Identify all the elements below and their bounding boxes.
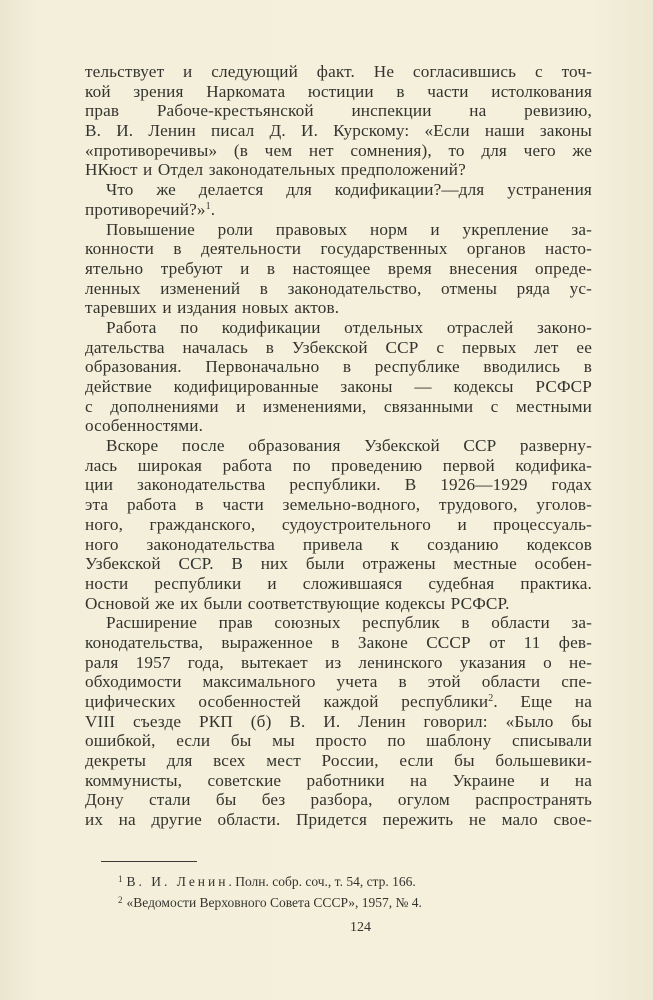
line-text: дательства началась в Узбекской ССР с первых лет ее [85, 337, 592, 357]
text-line [85, 751, 592, 771]
paragraph [85, 318, 592, 436]
line-text: декреты для всех мест России, если бы большевики- [85, 751, 592, 771]
text-line [85, 456, 592, 476]
line-text: тельствует и следующий факт. Не согласившись с точ- [85, 62, 592, 81]
line-text: Основой же их были соответствующие кодексы РСФСР. [85, 593, 510, 613]
line-text: ошибкой, если бы мы просто по шаблону списывали [85, 731, 592, 751]
line-text: В. И. Ленин писал Д. И. Курскому: «Если наши законы [85, 121, 592, 141]
footnote-number: 2 [118, 895, 123, 905]
line-text: Узбекской ССР. В них были отражены местные особен- [85, 554, 592, 574]
paragraph [85, 220, 592, 318]
line-text: цифических особенностей каждой республики [85, 692, 489, 711]
line-text: ции законодательства республики. В 1926—1929 годах [85, 475, 592, 495]
line-text: конодательства, выраженное в Законе СССР от 11 фев- [85, 632, 592, 652]
line-text: Что же делается для кодификации?—для устранения [106, 180, 592, 200]
line-text: конности в деятельности государственных органов насто- [85, 239, 592, 259]
line-text: Работа по кодификации отдельных отраслей законо- [106, 317, 592, 337]
text-line [85, 318, 592, 338]
line-text: таревших и издания новых актов. [85, 298, 340, 318]
text-line [85, 121, 592, 141]
line-text: . [210, 199, 216, 219]
line-text: Расширение прав союзных республик в области за- [106, 613, 592, 633]
line-text: ного, гражданского, судоустроительного и процессуаль- [85, 514, 592, 534]
line-text: «противоречивы» (в чем нет сомнения), то для чего же [85, 140, 592, 160]
footnote-text: . Полн. собр. соч., т. 54, стр. 166. [228, 874, 416, 889]
footnote-number: 1 [118, 874, 123, 884]
text-line [85, 771, 592, 791]
text-line [85, 298, 592, 318]
footnote-reference: 2 [488, 693, 494, 704]
text-line [85, 180, 592, 200]
paragraph [85, 613, 592, 830]
text-line [85, 594, 592, 614]
text-line [85, 200, 592, 220]
text-line [85, 62, 592, 82]
text-line [85, 141, 592, 161]
line-text: Повышение роли правовых норм и укрепление за- [106, 219, 592, 239]
line-text: кой зрения Наркомата юстиции в части истолкования [85, 81, 592, 101]
text-line [85, 160, 592, 180]
text-line [85, 239, 592, 259]
line-text: коммунисты, советские работники на Украине и на [85, 770, 592, 790]
text-line [85, 82, 592, 102]
line-text: Вскоре после образования Узбекской ССР разверну- [106, 436, 592, 456]
text-line [85, 790, 592, 810]
line-text: их на другие области. Придется пережить не мало свое- [85, 810, 592, 830]
text-line [85, 653, 592, 673]
footnote-author: В. И. Ленин [126, 874, 229, 889]
line-text: . Еще на [493, 692, 592, 711]
text-line [85, 436, 592, 456]
paragraph [85, 62, 592, 180]
text-line [85, 810, 592, 830]
line-text: особенностями. [85, 416, 204, 436]
footnote-divider [101, 861, 197, 862]
body-text [85, 62, 592, 830]
paragraph [85, 436, 592, 613]
text-line [85, 692, 592, 712]
line-text: эта работа в части земельно-водного, трудового, уголов- [85, 495, 592, 515]
footnote-text: «Ведомости Верховного Совета СССР», 1957, № 4. [126, 895, 422, 910]
text-line [85, 338, 592, 358]
line-text: ности республики и сложившаяся судебная практика. [85, 573, 592, 593]
text-line [85, 279, 592, 299]
line-text: прав Рабоче-крестьянской инспекции на ревизию, [85, 101, 592, 121]
footnote-reference: 1 [205, 200, 211, 212]
line-text: противоречий?» [85, 199, 206, 219]
text-line [85, 535, 592, 555]
footnote-1 [118, 870, 422, 891]
line-text: раля 1957 года, вытекает из ленинского указания о не- [85, 652, 592, 672]
paragraph [85, 180, 592, 219]
text-line [85, 357, 592, 377]
text-line [85, 101, 592, 121]
line-text: Дону стали бы без разбора, огулом распространять [85, 790, 592, 810]
text-line [85, 495, 592, 515]
text-line [85, 259, 592, 279]
text-line [85, 731, 592, 751]
line-text: ятельно требуют и в настоящее время внесения опреде- [85, 258, 592, 278]
footnotes [118, 870, 422, 912]
text-line [85, 554, 592, 574]
text-line [85, 515, 592, 535]
line-text: обходимости максимального учета в этой области спе- [85, 672, 592, 692]
line-text: образования. Первоначально в республике вводились в [85, 357, 592, 377]
line-text: ного законодательства привела к созданию кодексов [85, 534, 592, 554]
page-number: 124 [350, 920, 371, 935]
text-line [85, 377, 592, 397]
footnote-2 [118, 891, 422, 912]
text-line [85, 220, 592, 240]
text-line [85, 574, 592, 594]
text-line [85, 712, 592, 732]
text-line [85, 633, 592, 653]
line-text: с дополнениями и изменениями, связанными с местными [85, 396, 592, 416]
text-line [85, 397, 592, 417]
text-line [85, 613, 592, 633]
text-line [85, 416, 592, 436]
line-text: лась широкая работа по проведению первой кодифика- [85, 455, 592, 475]
line-text: ленных изменений в законодательство, отмены ряда ус- [85, 278, 592, 298]
text-line [85, 672, 592, 692]
text-line [85, 475, 592, 495]
line-text: VIII съезде РКП (б) В. И. Ленин говорил: «Было бы [85, 711, 592, 731]
line-text: НКюст и Отдел законодательных предположений? [85, 160, 466, 180]
line-text: действие кодифицированные законы — кодексы РСФСР [85, 377, 592, 396]
